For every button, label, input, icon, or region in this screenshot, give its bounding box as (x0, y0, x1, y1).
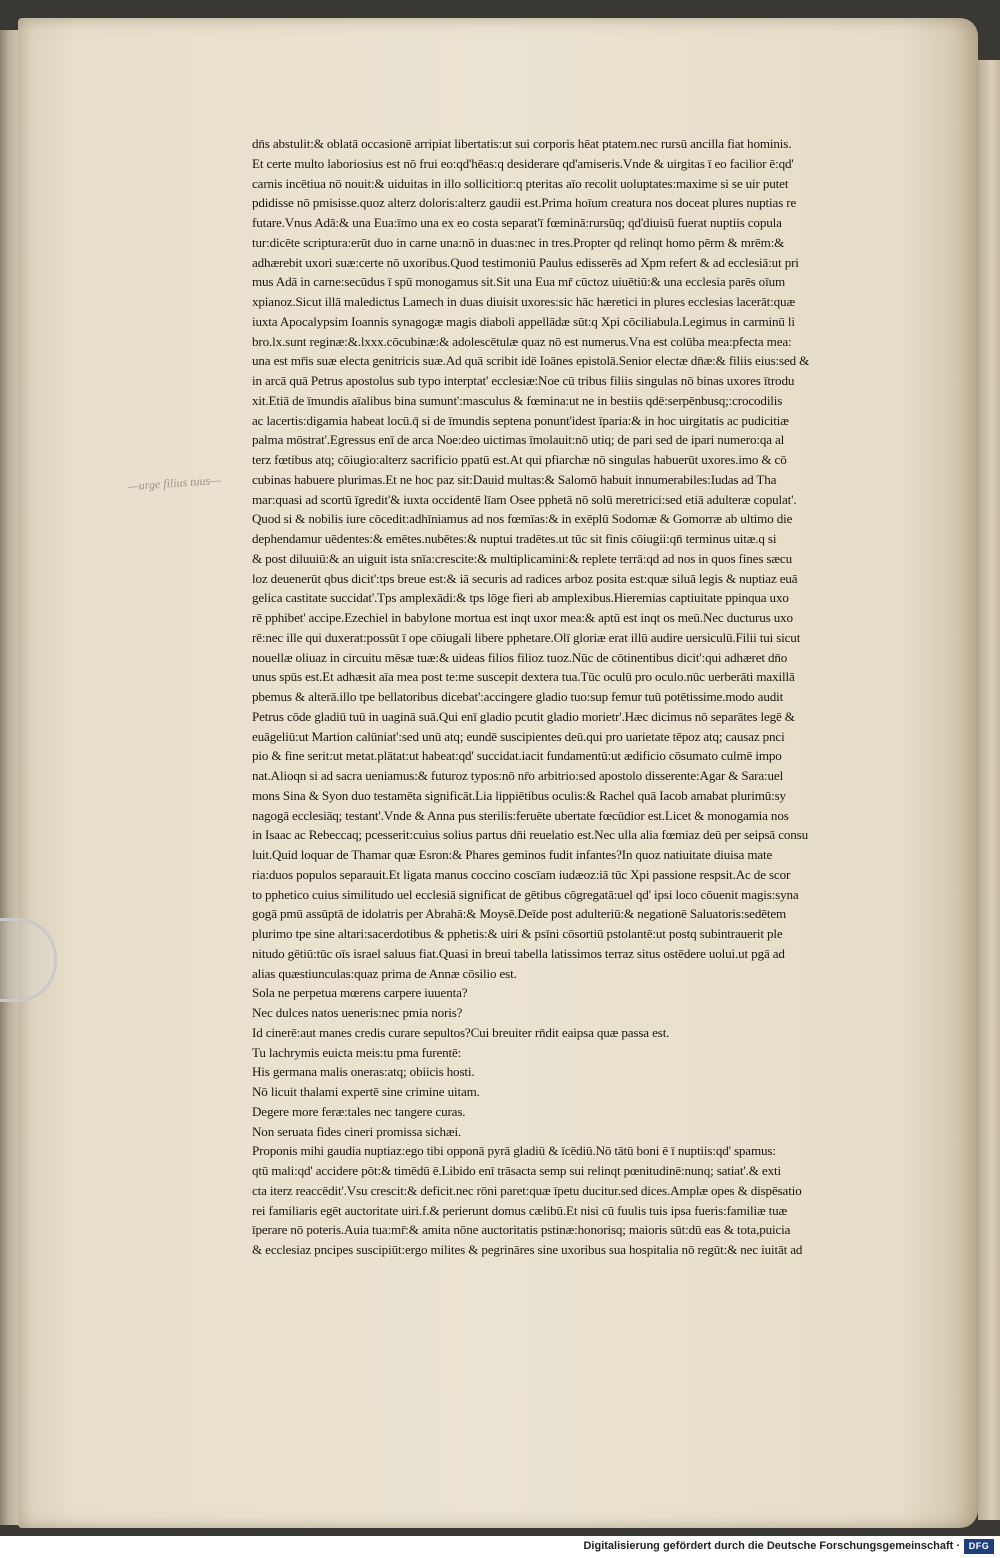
text-line: in Isaac ac Rebeccaq; pcesserit:cuius solius partus dn̄i reuelatio est.Nec ulla alia fœmiaz deū per seipsā consu (252, 827, 808, 843)
text-line: iuxta Apocalypsim Ioannis synagogæ magis diaboli appellādæ sūt:q Xpi cōciliabula.Legimus in carminū li (252, 313, 795, 329)
text-line: dn̄s abstulit:& oblatā occasionē arripiat libertatis:ut sui corporis hēat ptatem.nec rursū ancilla fiat hominis. (252, 136, 792, 151)
text-line: dephendamur uēdentes:& emētes.nubētes:& nuptui tradētes.ut tūc sit finis cōiugii:qn̄ terminus uitæ.q si (252, 531, 777, 546)
text-line: ac lacertis:digamia habeat locū.q̄ si de īmundis septena ponunt'idest īparia:& in hoc uirgitatis ac pudicitiæ (252, 412, 789, 428)
faint-margin-note: —urge filius tuus— (127, 472, 222, 494)
text-line: luit.Quid loquar de Thamar quæ Esron:& Phares geminos fudit infantes?In quoz natiuitate diuisa mate (252, 847, 773, 862)
text-line: qtū mali:qd' accidere pōt:& timēdū ē.Libido enī trāsacta semp sui relinqt pœnitudinē:nunq; satiat'.& exti (252, 1163, 781, 1178)
text-line: pio & fine serit:ut metat.plātat:ut habeat:qd' succidat.iacit fundamentū:ut ædificio cōsumato culmē impo (252, 748, 782, 764)
text-line: cubinas habuere plurimas.Et ne hoc paz sit:Dauid multas:& Salomō habuit innumerabiles:Iudas ad Tha (252, 471, 777, 487)
text-line: palma mōstrat'.Egressus enī de arca Noe:deo uictimas īmolauit:nō utiq; de pari sed de ipari numero:qa al (252, 432, 785, 448)
text-line: cta iterz reaccēdit'.Vsu crescit:& deficit.nec rōni paret:quæ īpetu ducitur.sed dices.Amplæ opes & dispēsatio (252, 1182, 802, 1198)
text-line: Proponis mihi gaudia nuptiaz:ego tibi opponā pyrā gladiū & īcēdiū.Nō tātū boni ē ī nuptiis:qd' spamus: (252, 1143, 776, 1159)
verse-line: Nō licuit thalami expertē sine crimine uitam. (252, 1084, 480, 1099)
dfg-logo: DFG (964, 1539, 994, 1554)
text-line: xit.Etiā de īmundis aīalibus bina sumunt':masculus & fœmina:ut ne in bestiis qdē:serpēnbusq;:crocodilis (252, 392, 783, 408)
verse-line: Degere more feræ:tales nec tangere curas. (252, 1103, 466, 1119)
text-line: mar:quasi ad scortū īgredit'& iuxta occidentē līam Osee pphetā nō solū meretrici:sed etiā adulteræ copulat'. (252, 491, 797, 507)
text-line: alias quæstiunculas:quaz prima de Annæ cōsilio est. (252, 965, 517, 981)
closing-paragraph (252, 1141, 942, 1260)
text-line: Quod si & nobilis iure cōcedit:adhīniamus ad nos fœmīas:& in exēplū Sodomæ & Gomorræ ab ultimo die (252, 511, 793, 527)
text-line: gelica castitate succidat'.Tps amplexādi:& tps lōge fieri ab amplexibus.Hieremias captiuitate ppinqua uxo (252, 590, 789, 606)
verse-quotation (252, 983, 942, 1141)
text-line: to pphetico cuius similitudo uel ecclesiā significat de gētibus cōgregatā:uel qd' ipsi loco cōuenit magis:syna (252, 886, 799, 902)
book-page-edge-right (978, 60, 1000, 1520)
footer-bar (0, 1536, 1000, 1558)
text-line: terz fœtibus atq; cōiugio:alterz sacrificio ppatū est.At qui pfiarchæ nō singulas habuerūt uxores.imo & cō (252, 452, 787, 467)
text-line: plurimo tpe sine altari:sacerdotibus & pphetis:& uiri & psīni cōsortiū pstolantē:ut postq subintrauerit ple (252, 926, 783, 941)
text-line: mons Sina & Syon duo testamēta significāt.Lia lippiētibus oculis:& Rachel quā Iacob amabat plurimū:sy (252, 787, 786, 803)
verse-line: Id cinerē:aut manes credis curare sepultos?Cui breuiter rn̄dit eaipsa quæ passa est. (252, 1024, 670, 1040)
text-line: nitudo gētiū:tūc oīs israel saluus fiat.Quasi in breui tabella latissimos terraz situs ostēdere uolui.ut pgā ad (252, 945, 785, 961)
text-line: bro.lx.sunt reginæ:&.lxxx.cōcubinæ:& adolescētulæ quaz nō est numerus.Vna est colūba mea:pfecta mea: (252, 333, 792, 349)
verse-line: His germana malis oneras:atq; obiicis hosti. (252, 1064, 475, 1080)
text-line: carnis incētiua nō nouit:& uiduitas in illo sollicitior:q pteritas aīo recolit uoluptates:maxime si se uir putet (252, 175, 789, 191)
text-line: euāgeliū:ut Martion calūniat':sed unū atq; eundē suscipientes deū.qui pro uarietate tēpoz atq; causaz pnci (252, 728, 785, 744)
verse-line: Tu lachrymis euicta meis:tu pma furentē: (252, 1044, 462, 1060)
verse-line: Sola ne perpetua mœrens carpere iuuenta? (252, 985, 468, 1001)
text-line: Petrus cōde gladiū tuū in uaginā suā.Qui enī gladio pcutit gladio morietr'.Hæc dicimus nō separātes legē & (252, 708, 795, 724)
footer-credit: Digitalisierung gefördert durch die Deutsche Forschungsgemeinschaft · (583, 1540, 960, 1552)
text-line: gogā pmū assūptā de idolatris per Abrahā:& Moysē.Deīde post adulteriū:& negationē Saluatoris:sedētem (252, 906, 787, 922)
verse-line: Non seruata fides cineri promissa sichæi. (252, 1123, 462, 1139)
text-line: rē pphibet' accipe.Ezechiel in babylone mortua est inqt uxor mea:& aptū est inqt os meū.Nec ducturus uxo (252, 610, 793, 625)
text-line: Et certe multo laboriosius est nō frui eo:qd'hēas:q desiderare qd'amiseris.Vnde & uirgitas ī eo facilior ē:qd' (252, 155, 794, 171)
text-line: & post diluuiū:& an uiguit ista snīa:crescite:& multiplicamini:& replete terrā:qd ad nos in quos fines sæcu (252, 550, 792, 566)
text-line: īperare nō poteris.Auia tua:mr̄:& amita nōne auctoritatis pstinæ:honorisq; maioris sūt:dū eas & tota,puicia (252, 1222, 791, 1238)
text-line: pbemus & alterā.illo tpe bellatoribus dicebat':accingere gladio tuo:sup femur tuū potētissime.modo audit (252, 689, 784, 704)
text-line: futare.Vnus Adā:& una Eua:īmo una ex eo costa separat'ī fœminā:rursūq; qd'diuisū fuerat nuptiis copula (252, 215, 782, 230)
text-line: in arcā quā Petrus apostolus sub typo interptat' ecclesiæ:Noe cū tribus filiis singulas nō binas uxores ītrodu (252, 373, 795, 388)
text-line: & ecclesiaz pncipes suscipiūt:ergo milites & pegrināres sine uxoribus sua hospitalia nō regūt:& nec iuitāt ad (252, 1242, 803, 1257)
text-line: loz deuenerūt qbus dicit':tps breue est:& iā securis ad radices arboz posita est:quæ siluā legis & nuptiaz euā (252, 570, 798, 586)
text-line: adhærebit uxori suæ:certe nō uxoribus.Quod testimoniū Paulus edisserēs ad Xpm refert & ad ecclesiā:ut pri (252, 254, 799, 270)
text-line: tur:dicēte scriptura:erūt duo in carne una:nō in duas:nec in tres.Propter qd relinqt homo pērm & mrēm:& (252, 234, 785, 250)
text-line: nat.Alioqn si ad sacra ueniamus:& futuroz typos:nō nr̄o arbitrio:sed apostolo disserente:Agar & Sara:uel (252, 768, 784, 783)
text-line: xpianoz.Sicut illā maledictus Lamech in duas diuisit uxores:sic hāc hæretici in plures ecclesias lacerāt:quæ (252, 294, 796, 309)
text-line: pdidisse nō pmisisse.quoz alterz doloris:alterz gaudii est.Prima hoīum creatura nos doceat plures nuptias re (252, 195, 797, 211)
text-line: rē:nec ille qui duxerat:possūt ī ope cōiugali libere pphetare.Olī gloriæ erat illū audire uersiculū.Filii tui sicut (252, 629, 801, 645)
text-line: rei familiaris egēt auctoritate uiri.f.& perierunt domus cælibū.Et nisi cū fuulis tuis ipsa fueris:familiæ tuæ (252, 1202, 788, 1218)
text-line: ria:duos populos separauit.Et ligata manus coccino coscīam iudæoz:iā tūc Xpi passione respsit.Ac de scor (252, 866, 791, 882)
text-line: unus spūs est.Et adhæsit aīa mea post te:me suscepit dextera tua.Tūc oculū pro oculo.nūc uerberāti maxillā (252, 669, 795, 685)
printed-text-block (252, 134, 942, 1260)
text-line: nagogā ecclesiāq; testant'.Vnde & Anna pus sterilis:feruēte ubertate fœcūdior est.Licet & monogamia nos (252, 807, 789, 823)
text-line: una est mr̄is suæ electa genitricis suæ.Ad quā scribit idē Ioānes epistolā.Senior electæ dn̄æ:& filiis eius:sed & (252, 353, 810, 369)
text-line: mus Adā in carne:secūdus ī spū monogamus sit.Sit una Eua mr̄ cūctoz uiuētiū:& una ecclesia parēs oīum (252, 274, 785, 290)
verse-line: Nec dulces natos ueneris:nec pmia noris? (252, 1005, 463, 1020)
main-paragraph (252, 134, 942, 983)
text-line: nouellæ oliuaz in circuitu mēsæ tuæ:& uideas filios filioz tuoz.Nūc de cōtinentibus dicit':qui adhæret dn̄o (252, 649, 788, 665)
